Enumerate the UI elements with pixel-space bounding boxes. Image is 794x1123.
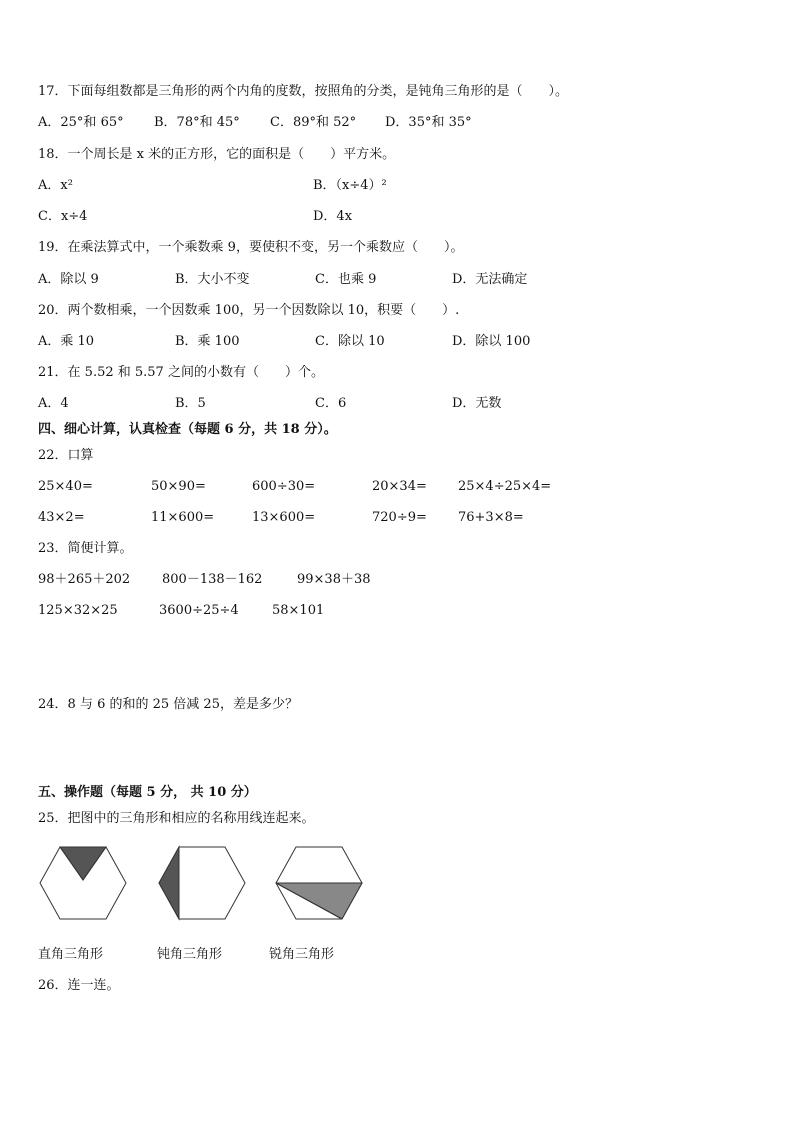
hexagon-figure-2: [157, 845, 247, 921]
q23-r2-c3: 58×101: [272, 603, 325, 618]
q20-option-c: C．除以 10: [315, 334, 385, 349]
q20-option-a: A．乘 10: [38, 334, 95, 349]
label-acute-triangle: 锐角三角形: [269, 947, 335, 962]
q23-r1-c3: 99×38＋38: [297, 572, 371, 587]
label-obtuse-triangle: 钝角三角形: [157, 947, 223, 962]
q22-r2-c3: 13×600=: [252, 510, 316, 525]
q21-option-c: C．6: [315, 396, 347, 411]
q19-option-b: B．大小不变: [175, 272, 250, 287]
q20-stem: 20．两个数相乘，一个因数乘 100，另一个因数除以 10，积要（ ）.: [38, 303, 460, 318]
q22-r1-c2: 50×90=: [151, 479, 206, 494]
q23-r2-c2: 3600÷25÷4: [159, 603, 239, 618]
q22-r2-c4: 720÷9=: [372, 510, 427, 525]
q21-option-d: D．无数: [452, 396, 502, 411]
q19-stem: 19．在乘法算式中，一个乘数乘 9，要使积不变，另一个乘数应（ ）。: [38, 240, 464, 255]
q21-option-b: B．5: [175, 396, 206, 411]
q22-r2-c2: 11×600=: [151, 510, 215, 525]
q23-stem: 23．简便计算。: [38, 541, 133, 556]
q22-r1-c5: 25×4÷25×4=: [458, 479, 552, 494]
q18-option-d: D．4x: [313, 209, 353, 224]
hexagon-figure-1: [38, 845, 128, 921]
q23-r2-c1: 125×32×25: [38, 603, 118, 618]
hexagon-figure-3: [274, 845, 364, 921]
q25-stem: 25．把图中的三角形和相应的名称用线连起来。: [38, 811, 315, 826]
q22-r1-c4: 20×34=: [372, 479, 427, 494]
q23-r1-c2: 800－138－162: [162, 572, 263, 587]
q19-option-a: A．除以 9: [38, 272, 99, 287]
section-5-title: 五、操作题（每题 5 分， 共 10 分）: [38, 785, 257, 800]
q18-option-a: A．x²: [38, 178, 73, 193]
q22-r1-c1: 25×40=: [38, 479, 93, 494]
q17-option-b: B．78°和 45°: [154, 115, 240, 130]
q26-stem: 26．连一连。: [38, 978, 120, 993]
q21-option-a: A．4: [38, 396, 69, 411]
section-4-title: 四、细心计算，认真检查（每题 6 分，共 18 分）。: [38, 422, 337, 437]
q21-stem: 21．在 5.52 和 5.57 之间的小数有（ ）个。: [38, 365, 324, 380]
q18-stem: 18．一个周长是 x 米的正方形，它的面积是（ ）平方米。: [38, 147, 396, 162]
label-right-triangle: 直角三角形: [38, 947, 104, 962]
q19-option-c: C．也乘 9: [315, 272, 377, 287]
q23-r1-c1: 98＋265＋202: [38, 572, 131, 587]
q17-option-a: A．25°和 65°: [38, 115, 124, 130]
q24-stem: 24．8 与 6 的和的 25 倍减 25，差是多少？: [38, 697, 298, 712]
q22-r2-c5: 76+3×8=: [458, 510, 524, 525]
q20-option-d: D．除以 100: [452, 334, 531, 349]
q20-option-b: B．乘 100: [175, 334, 240, 349]
q17-stem: 17．下面每组数都是三角形的两个内角的度数，按照角的分类，是钝角三角形的是（ ）。: [38, 84, 569, 99]
q18-option-b: B．（x÷4）²: [313, 178, 387, 193]
obtuse-triangle-shape: [159, 847, 179, 919]
q22-r2-c1: 43×2=: [38, 510, 85, 525]
q17-option-d: D．35°和 35°: [385, 115, 472, 130]
q18-option-c: C．x÷4: [38, 209, 88, 224]
q17-option-c: C．89°和 52°: [270, 115, 357, 130]
q19-option-d: D．无法确定: [452, 272, 528, 287]
q22-r1-c3: 600÷30=: [252, 479, 316, 494]
q22-stem: 22．口算: [38, 448, 94, 463]
